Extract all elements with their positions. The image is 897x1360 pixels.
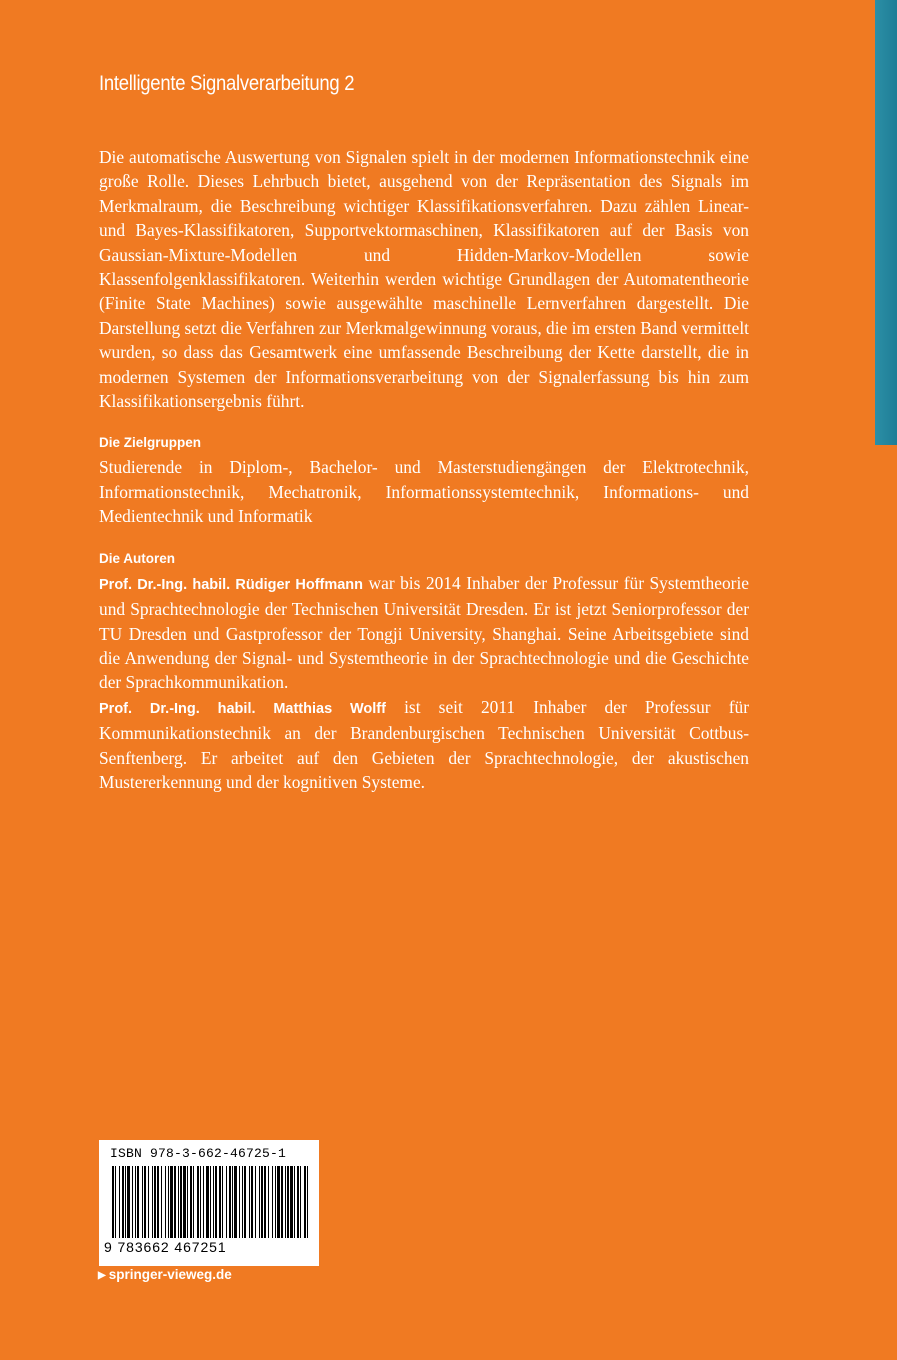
author-1-name: Prof. Dr.-Ing. habil. Rüdiger Hoffmann <box>99 576 364 593</box>
publisher-url[interactable] <box>98 1267 232 1282</box>
barcode-bar <box>127 1166 130 1238</box>
publisher-url-text: springer-vieweg.de <box>108 1267 232 1282</box>
barcode-bar <box>187 1166 188 1238</box>
barcode-bar <box>285 1166 286 1238</box>
barcode-bar <box>112 1166 114 1238</box>
barcode-bar <box>119 1166 120 1238</box>
barcode-bar <box>232 1166 233 1238</box>
barcode-bar <box>178 1166 179 1238</box>
barcode-bar <box>275 1166 276 1238</box>
barcode-bar <box>174 1166 176 1238</box>
barcode-bar <box>268 1166 269 1238</box>
barcode-bar <box>135 1166 136 1238</box>
barcode-bar <box>183 1166 186 1238</box>
barcode-bar <box>239 1166 240 1238</box>
barcode-bars <box>112 1166 308 1238</box>
barcode-bar <box>157 1166 159 1238</box>
isbn-label: ISBN 978-3-662-46725-1 <box>110 1146 287 1161</box>
barcode-bar <box>307 1166 308 1238</box>
barcode-bar <box>200 1166 201 1238</box>
barcode-bar <box>122 1166 124 1238</box>
authors-heading: Die Autoren <box>99 550 176 566</box>
barcode-bar <box>261 1166 263 1238</box>
barcode-bar <box>255 1166 256 1238</box>
author-1-bio: war bis 2014 Inhaber der Professur für Systemtheorie und Sprachtechnologie der Technischen Universität Dresden. Er ist jetzt Seniorprofessor der TU Dresden und Gastprofessor der Tongji University, Shanghai. Seine Arbeitsgebiete sind die Anwendung der Signal- und Systemtheorie in der Sprachtechnologie und die Geschichte der Sprachkommunikation. <box>99 572 750 693</box>
barcode-bar <box>137 1166 139 1238</box>
barcode-bar <box>170 1166 173 1238</box>
barcode-bar <box>249 1166 250 1238</box>
barcode-bar <box>251 1166 253 1238</box>
back-cover-text <box>99 145 749 794</box>
barcode-bar <box>297 1166 299 1238</box>
barcode-bar <box>219 1166 221 1238</box>
barcode-bar <box>290 1166 293 1238</box>
barcode-bar <box>168 1166 169 1238</box>
barcode-bar <box>197 1166 199 1238</box>
barcode-bar <box>294 1166 295 1238</box>
barcode-bar <box>190 1166 192 1238</box>
barcode-bar <box>125 1166 126 1238</box>
barcode-bar <box>180 1166 182 1238</box>
barcode-bar <box>244 1166 246 1238</box>
description-paragraph: Die automatische Auswertung von Signalen spielt in der modernen Informationstechnik eine große Rolle. Dieses Lehrbuch bietet, ausgehend von der Repräsentation des Signals im Merkmalraum, die Beschreibung wichtiger Klassifikationsverfahren. Dazu zählen Linear- und Bayes-Klassifikatoren, Supportvektormaschinen, Klassifikatoren auf der Basis von Gaussian-Mixture-Modellen und Hidden-Markov-Modellen sowie Klassenfolgenklassifikatoren. Weiterhin werden wichtige Grundlagen der Automatentheorie (Finite State Machines) sowie ausgewählte maschinelle Lernverfahren dargestellt. Die Darstellung setzt die Verfahren zur Merkmalgewinnung voraus, die im ersten Band vermittelt wurden, so dass das Gesamtwerk eine umfassende Beschreibung der Kette darstellt, die in modernen Systemen der Informationsverarbeitung von der Signalerfassung bis hin zum Klassifikationsergebnis führt. <box>99 147 749 412</box>
audience-heading: Die Zielgruppen <box>99 435 202 451</box>
barcode-bar <box>226 1166 227 1238</box>
barcode-bar <box>148 1166 149 1238</box>
author-1-paragraph <box>99 571 749 695</box>
author-2-paragraph <box>99 695 749 795</box>
barcode-bar <box>115 1166 116 1238</box>
barcode-digits: 9 783662 467251 <box>104 1239 227 1255</box>
barcode-bar <box>222 1166 223 1238</box>
author-2-bio: ist seit 2011 Inhaber der Professur für Kommunikationstechnik an der Brandenburgischen Technischen Universität Cottbus-Senftenberg. Er arbeitet auf den Gebieten der Sprachtechnologie, der akustischen Mustererkennung und der kognitiven Systeme. <box>99 696 750 792</box>
isbn-barcode <box>99 1140 319 1266</box>
triangle-right-icon: ▶ <box>98 1270 106 1281</box>
barcode-bar <box>161 1166 162 1238</box>
barcode-bar <box>154 1166 156 1238</box>
barcode-bar <box>281 1166 283 1238</box>
barcode-bar <box>277 1166 280 1238</box>
barcode-bar <box>152 1166 153 1238</box>
barcode-bar <box>242 1166 243 1238</box>
barcode-bar <box>165 1166 166 1238</box>
barcode-bar <box>144 1166 146 1238</box>
barcode-bar <box>203 1166 204 1238</box>
barcode-bar <box>234 1166 237 1238</box>
barcode-bar <box>132 1166 133 1238</box>
book-title: Intelligente Signalverarbeitung 2 <box>99 72 355 95</box>
barcode-bar <box>229 1166 231 1238</box>
barcode-bar <box>210 1166 211 1238</box>
barcode-bar <box>213 1166 214 1238</box>
barcode-bar <box>264 1166 266 1238</box>
barcode-bar <box>259 1166 260 1238</box>
barcode-bar <box>193 1166 194 1238</box>
barcode-bar <box>142 1166 143 1238</box>
barcode-bar <box>304 1166 306 1238</box>
spine-accent <box>875 0 897 445</box>
barcode-bar <box>206 1166 209 1238</box>
barcode-bar <box>272 1166 273 1238</box>
barcode-bar <box>287 1166 289 1238</box>
barcode-bar <box>300 1166 301 1238</box>
audience-text: Studierende in Diplom-, Bachelor- und Masterstudiengängen der Elektrotechnik, Informationstechnik, Mechatronik, Informationssystemtechnik, Informations- und Medientechnik und Informatik <box>99 457 749 527</box>
barcode-bar <box>215 1166 217 1238</box>
author-2-name: Prof. Dr.-Ing. habil. Matthias Wolff <box>99 700 386 717</box>
